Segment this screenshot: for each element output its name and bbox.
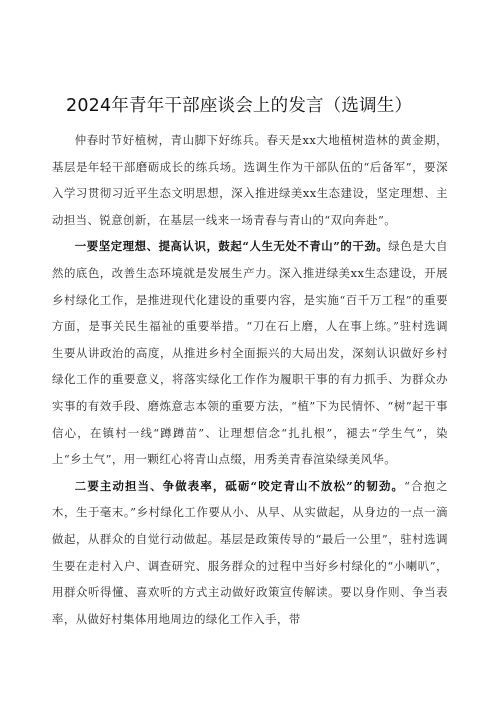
paragraph-point-1 — [52, 233, 448, 472]
paragraph-lead: 一要坚定理想、提高认识，鼓起“人生无处不青山”的干劲。 — [74, 239, 389, 254]
paragraph-body: 仲春时节好植树，青山脚下好练兵。春天是xx大地植树造林的黄金期，基层是年轻干部磨砺成长的练兵场。选调生作为干部队伍的“后备军”，要深入学习贯彻习近平生态文明思想，深入推进绿美xx生态建设，坚定理想、主动担当、锐意创新，在基层一线来一场青春与青山的“双向奔赴”。 — [52, 133, 448, 227]
paragraph-intro — [52, 127, 448, 233]
paragraph-point-2 — [52, 473, 448, 633]
document-title: 2024年青年干部座谈会上的发言（选调生） — [66, 96, 413, 116]
paragraph-lead: 二要主动担当、争做表率，砥砺“咬定青山不放松”的韧劲。 — [74, 478, 405, 493]
paragraph-body: “合抱之木，生于毫末。”乡村绿化工作要从小、从早、从实做起，从身边的一点一滴做起，从群众的自觉行动做起。基层是政策传导的“最后一公里”，驻村选调生要在走村入户、调查研究、服务群众的过程中当好乡村绿化的“小喇叭”，用群众听得懂、喜欢听的方式主动做好政策宣传解读。要以身作则、争当表率，从做好村集体用地周边的绿化工作入手，带 — [52, 478, 448, 626]
paragraph-body: 绿色是大自然的底色，改善生态环境就是发展生产力。深入推进绿美xx生态建设，开展乡村绿化工作，是推进现代化建设的重要内容，是实施“百千万工程”的重要方面，是事关民生福祉的重要举措。“刀在石上磨，人在事上练。”驻村选调生要从讲政治的高度，从推进乡村全面振兴的大局出发，深刻认识做好乡村绿化工作的重要意义，将落实绿化工作作为履职干事的有力抓手、为群众办实事的有效手段、磨炼意志本领的重要方法，“植”下为民情怀、“树”起干事信心，在镇村一线“蹲蹲苗”、让理想信念“扎扎根”，褪去“学生气”，染上“乡土气”，用一颗红心将青山点缀，用秀美青春渲染绿美风华。 — [52, 239, 448, 467]
